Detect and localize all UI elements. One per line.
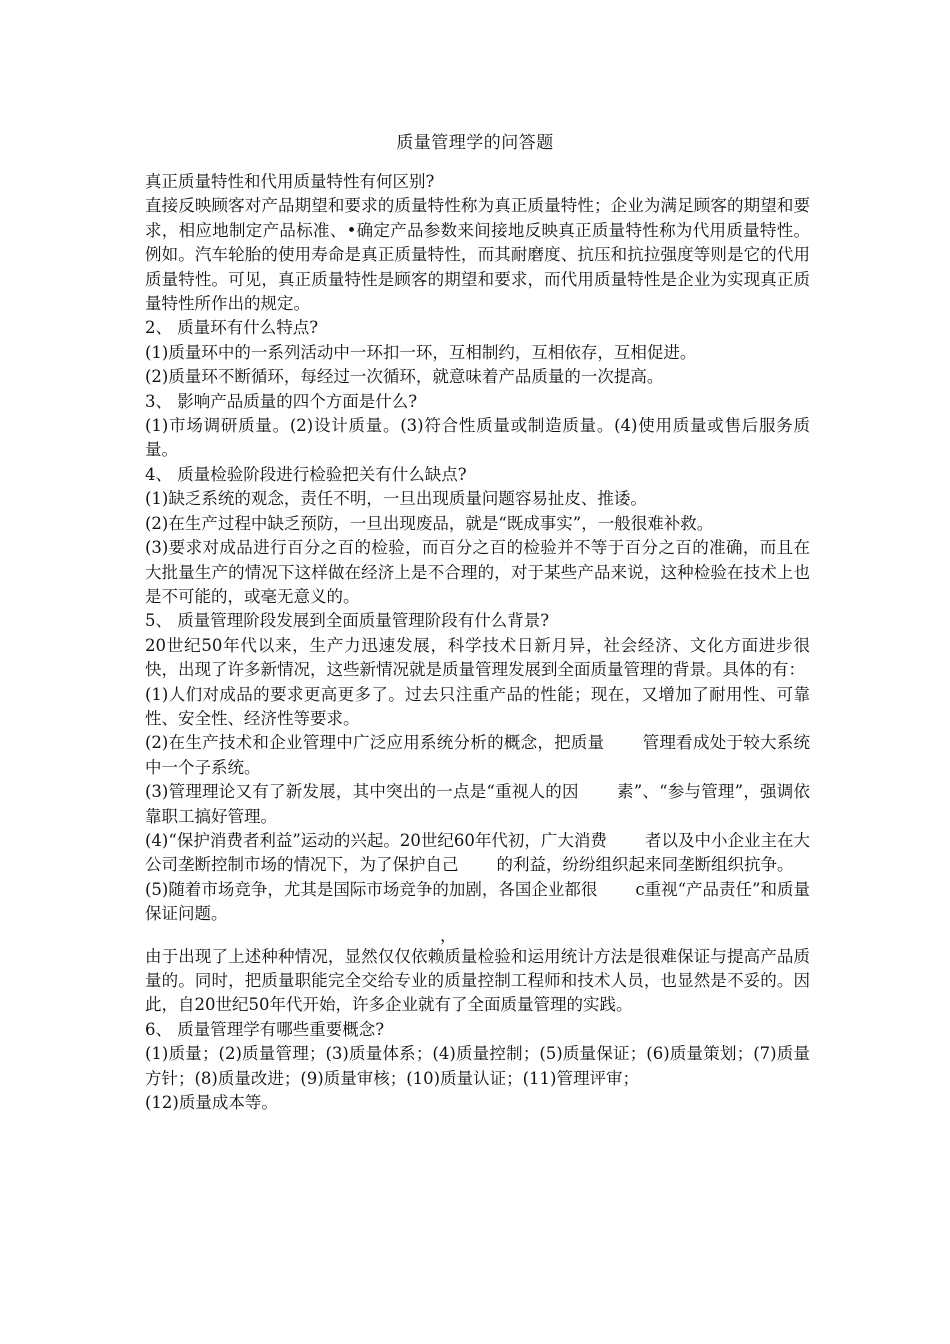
question-heading: 5、 质量管理阶段发展到全面质量管理阶段有什么背景? [145, 611, 550, 631]
answer-item-part: 者以及中小企业主在大公司垄断控制市场的情况下，为了保护自己 [145, 830, 811, 875]
answer-item: (12)质量成本等。 [145, 1093, 278, 1113]
answer-item-part: (2)在生产技术和企业管理中广泛应用系统分析的概念，把质量 [145, 733, 605, 753]
answer-item-part: (3)管理理论又有了新发展，其中突出的一点是“重视人的因 [145, 782, 579, 802]
answer-item [145, 829, 810, 878]
answer-item: (3)要求对成品进行百分之百的检验，而百分之百的检验并不等于百分之百的准确，而且在大批量生产的情况下这样做在经济上是不合理的，对于某些产品来说，这种检验在技术上也是不可能的，或毫无意义的。 [145, 538, 810, 606]
answer-paragraph: (1)市场调研质量。(2)设计质量。(3)符合性质量或制造质量。(4)使用质量或售后服务质量。 [145, 416, 810, 460]
document-body [145, 170, 810, 1115]
question-heading: 6、 质量管理学有哪些重要概念? [145, 1019, 385, 1039]
answer-item: (2)质量环不断循环，每经过一次循环，就意味着产品质量的一次提高。 [145, 367, 664, 387]
question-heading: 3、 影响产品质量的四个方面是什么? [145, 391, 418, 411]
answer-item-part: 的利益，纷纷组织起来同垄断组织抗争。 [496, 855, 794, 875]
answer-item [145, 878, 810, 927]
answer-item-part: (5)随着市场竞争，尤其是国际市场竞争的加剧，各国企业都很 [145, 879, 598, 899]
answer-item [145, 780, 810, 829]
answer-paragraph: 直接反映顾客对产品期望和要求的质量特性称为真正质量特性；企业为满足顾客的期望和要求，相应地制定产品标准、•确定产品参数来间接地反映真正质量特性称为代用质量特性。例如。汽车轮胎的使用寿命是真正质量特性，而其耐磨度、抗压和抗拉强度等则是它的代用质量特性。可见，真正质量特性是顾客的期望和要求，而代用质量特性是企业为实现真正质量特性所作出的规定。 [145, 196, 810, 314]
answer-item: (1)人们对成品的要求更高更多了。过去只注重产品的性能；现在，又增加了耐用性、可靠性、安全性、经济性等要求。 [145, 684, 810, 728]
answer-item: (1)缺乏系统的观念，责任不明，一旦出现质量问题容易扯皮、推诿。 [145, 489, 647, 509]
answer-paragraph: (1)质量；(2)质量管理；(3)质量体系；(4)质量控制；(5)质量保证；(6)质量策划；(7)质量方针；(8)质量改进；(9)质量审核；(10)质量认证；(11)管理评审； [145, 1044, 810, 1088]
answer-item-part: 管理看成处于较大系统中一个子系统。 [145, 733, 811, 777]
page-title: 质量管理学的问答题 [396, 133, 554, 153]
question-heading: 2、 质量环有什么特点? [145, 318, 319, 338]
answer-item: (2)在生产过程中缺乏预防，一旦出现废品，就是“既成事实”，一般很难补救。 [145, 513, 714, 533]
stray-comma: ， [440, 925, 457, 945]
question-heading: 4、 质量检验阶段进行检验把关有什么缺点? [145, 464, 467, 484]
answer-item [145, 731, 810, 780]
answer-item-part: c重视“产品责任”和质量保证问题。 [145, 879, 810, 924]
answer-paragraph: 20世纪50年代以来，生产力迅速发展，科学技术日新月异，社会经济、文化方面进步很快，出现了许多新情况，这些新情况就是质量管理发展到全面质量管理的背景。具体的有： [145, 635, 810, 680]
answer-paragraph: 由于出现了上述种种情况，显然仅仅依赖质量检验和运用统计方法是很难保证与提高产品质量的。同时，把质量职能完全交给专业的质量控制工程师和技术人员，也显然是不妥的。因此，自20世纪50年代开始，许多企业就有了全面质量管理的实践。 [145, 946, 810, 1015]
answer-item-part: (4)“保护消费者利益”运动的兴起。20世纪60年代初，广大消费 [145, 830, 607, 850]
answer-item: (1)质量环中的一系列活动中一环扣一环，互相制约，互相依存，互相促进。 [145, 342, 697, 362]
question-heading: 真正质量特性和代用质量特性有何区别? [145, 172, 435, 191]
answer-item-part: 素”、“参与管理”，强调依靠职工搞好管理。 [145, 782, 810, 826]
